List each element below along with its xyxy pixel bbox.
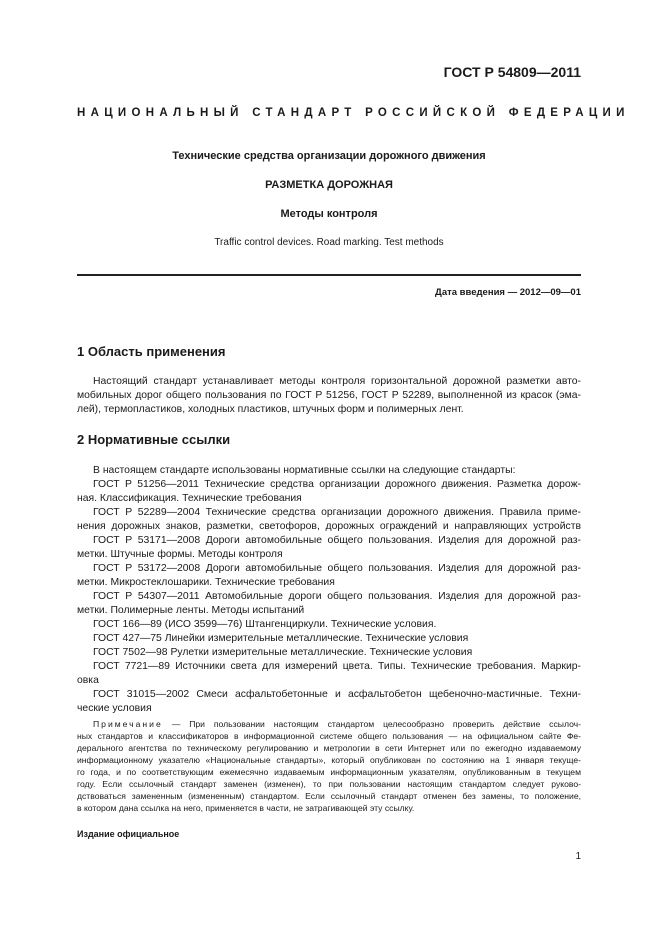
reference-line: метки. Штучные формы. Методы контроля — [77, 549, 283, 560]
section-1-line-3: лей), термопластиков, холодных пластиков, штучных форм и полимерных лент. — [77, 404, 464, 415]
references-intro: В настоящем стандарте использованы нормативные ссылки на следующие стандарты: — [93, 465, 516, 476]
introduction-date: Дата введения — 2012—09—01 — [435, 287, 581, 298]
standard-number: ГОСТ Р 54809—2011 — [443, 64, 581, 80]
note-line: в котором дана ссылка на него, применяется в части, не затрагивающей эту ссылку. — [77, 803, 415, 813]
reference-line: ГОСТ Р 53172—2008 Дороги автомобильные общего пользования. Изделия для дорожной раз- — [93, 563, 581, 574]
title-line-1: Технические средства организации дорожного движения — [172, 150, 486, 162]
reference-line: ческие условия — [77, 703, 152, 714]
reference-line: метки. Микростеклошарики. Технические требования — [77, 577, 335, 588]
note-line: информационному указателю «Национальные стандарты», который опубликован по состоянию на 1 января текуще- — [77, 755, 581, 765]
title-line-2: РАЗМЕТКА ДОРОЖНАЯ — [265, 179, 393, 191]
reference-line: ГОСТ 427—75 Линейки измерительные металлические. Технические условия — [93, 633, 469, 644]
section-1-line-2: мобильных дорог общего пользования по ГОСТ Р 51256, ГОСТ Р 52289, выполненной из красок (эма- — [77, 390, 581, 401]
official-edition-label: Издание официальное — [77, 829, 180, 839]
note-line-1 — [77, 719, 581, 731]
reference-line: ГОСТ Р 54307—2011 Автомобильные дороги общего пользования. Изделия для дорожной раз- — [93, 591, 581, 602]
reference-line: метки. Полимерные ленты. Методы испытаний — [77, 605, 305, 616]
note-line: го года, и по соответствующим ежемесячно издаваемым информационным указателям, опубликованным в текущем — [77, 767, 581, 777]
note-label: Примечание — [93, 719, 163, 729]
english-title: Traffic control devices. Road marking. Test methods — [214, 237, 444, 248]
reference-line: ГОСТ Р 51256—2011 Технические средства организации дорожного движения. Разметка дорож- — [93, 479, 581, 490]
section-2-heading: 2 Нормативные ссылки — [77, 432, 231, 447]
reference-line: ГОСТ 166—89 (ИСО 3599—76) Штангенциркули. Технические условия. — [93, 619, 437, 630]
reference-line: овка — [77, 675, 99, 686]
national-standard-banner: НАЦИОНАЛЬНЫЙ СТАНДАРТ РОССИЙСКОЙ ФЕДЕРАЦИИ — [77, 107, 630, 119]
note-line: дерального агентства по техническому регулированию и метрологии в сети Интернет или по ежегодно издаваемому — [77, 743, 581, 753]
reference-line: нения дорожных знаков, разметки, светофоров, дорожных ограждений и направляющих устройств — [77, 521, 581, 532]
title-divider — [77, 274, 581, 276]
note-line: дствоваться замененным (измененным) стандартом. Если ссылочный стандарт отменен без замены, то положение, — [77, 791, 581, 801]
reference-line: ГОСТ 7502—98 Рулетки измерительные металлические. Технические условия — [93, 647, 473, 658]
note-line-1-text: — При пользовании настоящим стандартом целесообразно проверить действие ссылоч- — [171, 719, 581, 729]
reference-line: ГОСТ Р 52289—2004 Технические средства организации дорожного движения. Правила приме- — [93, 507, 581, 518]
page-number: 1 — [575, 851, 581, 862]
reference-line: ГОСТ Р 53171—2008 Дороги автомобильные общего пользования. Изделия для дорожной раз- — [93, 535, 581, 546]
note-line: ных стандартов и классификаторов в информационной системе общего пользования — на официальном сайте Фе- — [77, 731, 581, 741]
reference-line: ная. Классификация. Технические требования — [77, 493, 302, 504]
reference-line: ГОСТ 31015—2002 Смеси асфальтобетонные и асфальтобетон щебеночно-мастичные. Техни- — [93, 689, 581, 700]
title-line-3: Методы контроля — [280, 208, 378, 220]
reference-line: ГОСТ 7721—89 Источники света для измерений цвета. Типы. Технические требования. Маркир- — [93, 661, 581, 672]
section-1-line-1: Настоящий стандарт устанавливает методы контроля горизонтальной дорожной разметки авто- — [93, 376, 581, 387]
note-line: году. Если ссылочный стандарт заменен (изменен), то при пользовании настоящим стандартом следует руково- — [77, 779, 581, 789]
section-1-heading: 1 Область применения — [77, 344, 226, 359]
